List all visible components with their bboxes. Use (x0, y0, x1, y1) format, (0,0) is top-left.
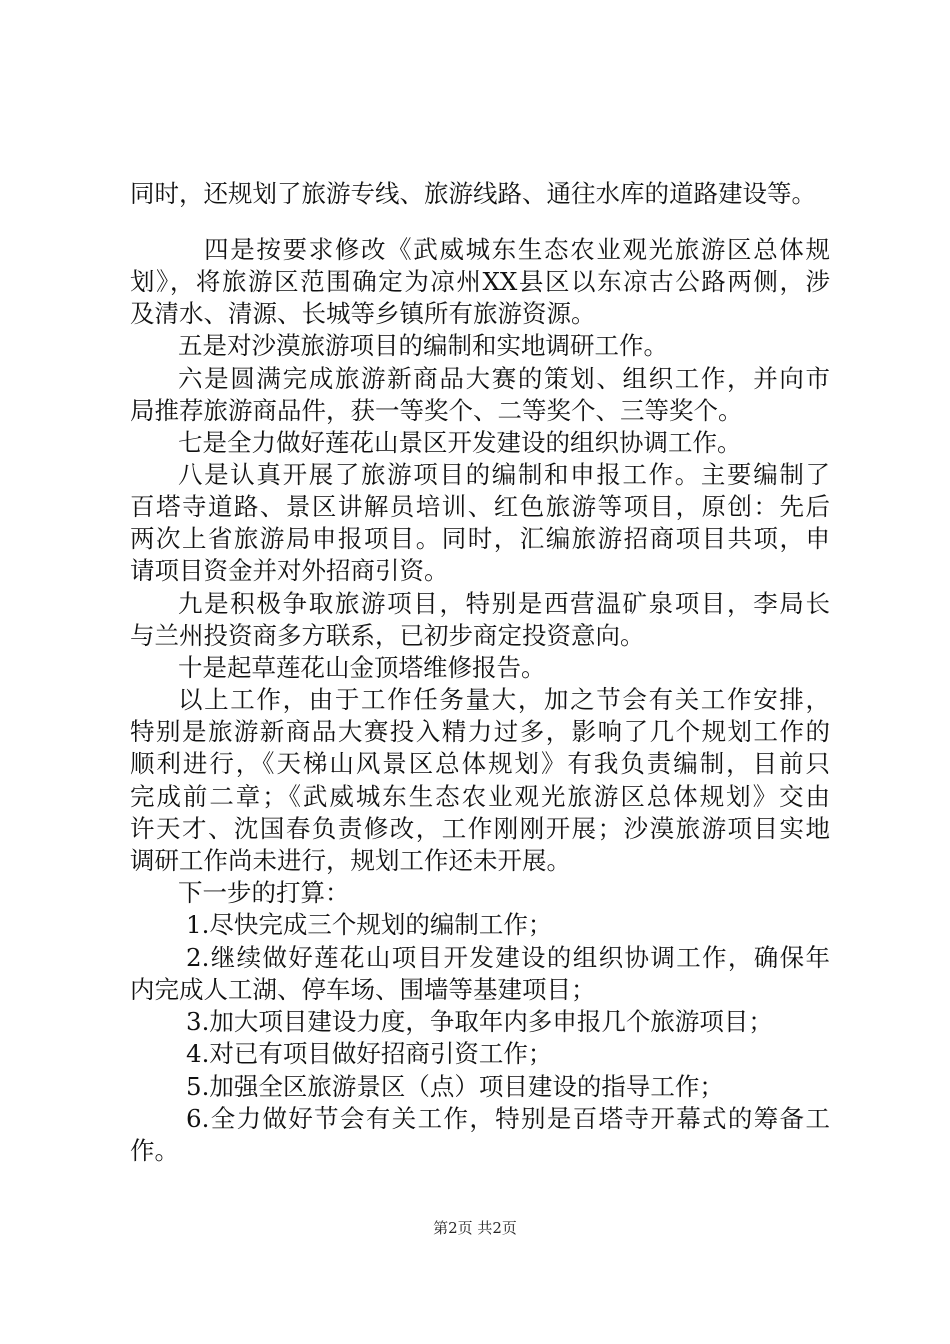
text-line: 同时，还规划了旅游专线、旅游线路、通往水库的道路建设等。 (130, 179, 816, 208)
page-number: 第2页 共2页 (433, 1219, 517, 1237)
text-line: 九是积极争取旅游项目，特别是西营温矿泉项目，李局长 (178, 589, 830, 618)
text-line: 完成前二章；《武威城东生态农业观光旅游区总体规划》交由 (130, 782, 830, 811)
text-line: 顺利进行，《天梯山风景区总体规划》有我负责编制，目前只 (130, 749, 830, 778)
text-line: 五是对沙漠旅游项目的编制和实地调研工作。 (178, 331, 668, 360)
text-line: 请项目资金并对外招商引资。 (130, 556, 449, 585)
text-line: 许天才、沈国春负责修改，工作刚刚开展；沙漠旅游项目实地 (130, 814, 830, 843)
text-line: 划》，将旅游区范围确定为凉州XX县区以东凉古公路两侧，涉 (130, 267, 830, 296)
text-line: 与兰州投资商多方联系，已初步商定投资意向。 (130, 621, 645, 650)
text-line: 百塔寺道路、景区讲解员培训、红色旅游等项目，原创：先后 (130, 492, 830, 521)
text-line: 1.尽快完成三个规划的编制工作； (186, 910, 553, 939)
text-line: 及清水、清源、长城等乡镇所有旅游资源。 (130, 299, 596, 328)
text-line: 4.对已有项目做好招商引资工作； (186, 1039, 553, 1068)
text-line: 3.加大项目建设力度，争取年内多申报几个旅游项目； (186, 1007, 773, 1036)
text-line: 5.加强全区旅游景区（点）项目建设的指导工作； (186, 1072, 724, 1101)
text-line: 下一步的打算： (178, 878, 350, 907)
text-line: 局推荐旅游商品件，获一等奖个、二等奖个、三等奖个。 (130, 396, 743, 425)
text-line: 6.全力做好节会有关工作，特别是百塔寺开幕式的筹备工 (186, 1104, 830, 1133)
text-line: 作。 (130, 1136, 179, 1165)
text-line: 内完成人工湖、停车场、围墙等基建项目； (130, 975, 596, 1004)
text-line: 七是全力做好莲花山景区开发建设的组织协调工作。 (178, 428, 742, 457)
text-line: 特别是旅游新商品大赛投入精力过多，影响了几个规划工作的 (130, 717, 830, 746)
text-line: 调研工作尚未进行，规划工作还未开展。 (130, 846, 571, 875)
text-line: 以上工作，由于工作任务量大，加之节会有关工作安排， (178, 685, 830, 714)
text-line: 八是认真开展了旅游项目的编制和申报工作。主要编制了 (178, 460, 830, 489)
text-line: 十是起草莲花山金顶塔维修报告。 (178, 653, 546, 682)
text-line: 两次上省旅游局申报项目。同时，汇编旅游招商项目共项，申 (130, 524, 830, 553)
text-line: 四是按要求修改《武威城东生态农业观光旅游区总体规 (178, 235, 830, 264)
text-line: 六是圆满完成旅游新商品大赛的策划、组织工作，并向市 (178, 364, 830, 393)
text-line: 2.继续做好莲花山项目开发建设的组织协调工作，确保年 (186, 943, 830, 972)
